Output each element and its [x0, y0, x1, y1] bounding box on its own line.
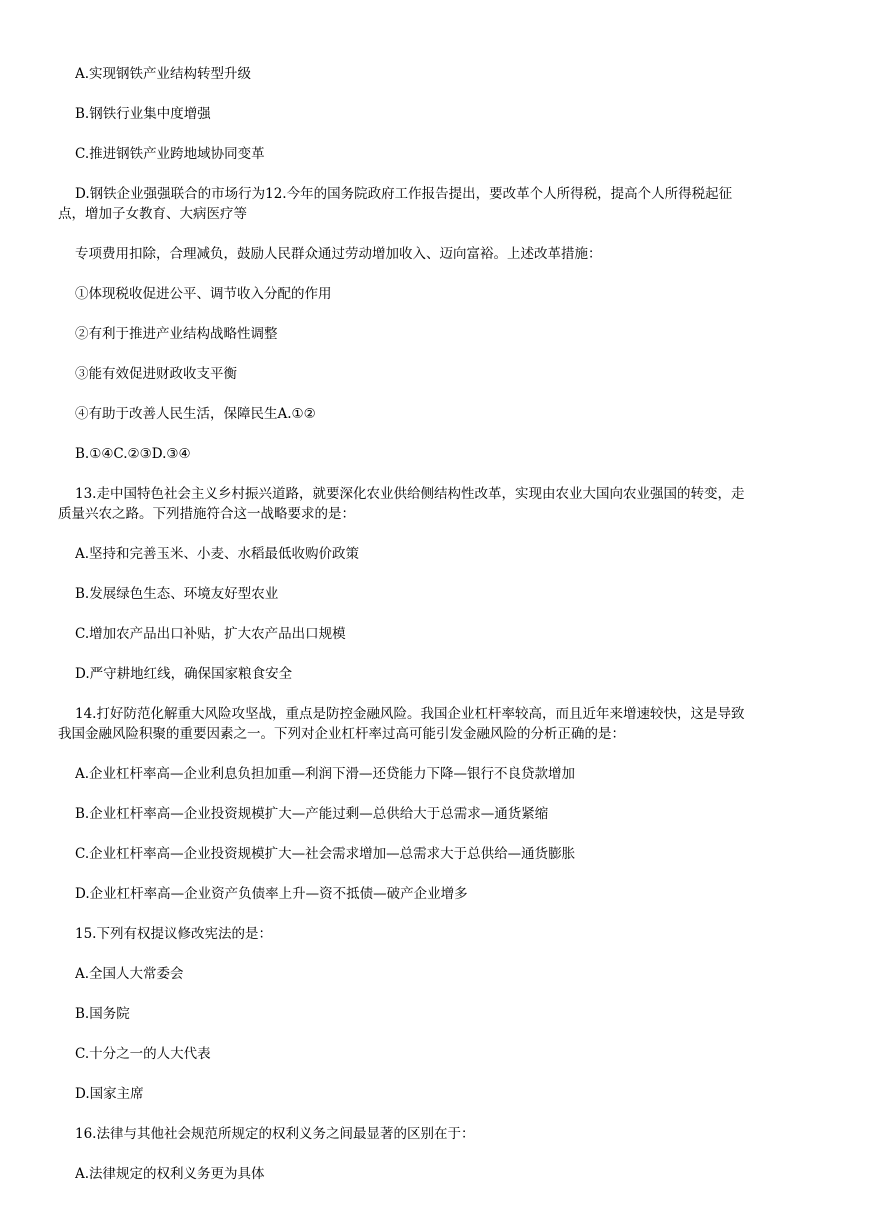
q13-option-a: A.坚持和完善玉米、小麦、水稻最低收购价政策	[75, 546, 360, 562]
option-b-steel-concentration: B.钢铁行业集中度增强	[75, 106, 211, 122]
statement-2: ②有利于推进产业结构战略性调整	[75, 326, 278, 342]
question-14: 14.打好防范化解重大风险攻坚战，重点是防控金融风险。我国企业杠杆率较高，而且近年来增速较快，这是导致	[75, 706, 745, 722]
q15-option-a: A.全国人大常委会	[75, 966, 184, 982]
statement-3: ③能有效促进财政收支平衡	[75, 366, 237, 382]
q15-option-d: D.国家主席	[75, 1086, 144, 1102]
q13-option-c: C.增加农产品出口补贴，扩大农产品出口规模	[75, 626, 346, 642]
question-16: 16.法律与其他社会规范所规定的权利义务之间最显著的区别在于：	[75, 1126, 475, 1142]
option-c-steel-cross-region: C.推进钢铁产业跨地域协同变革	[75, 146, 265, 162]
question-13-continuation: 质量兴农之路。下列措施符合这一战略要求的是：	[58, 506, 355, 522]
q14-option-d: D.企业杠杆率高—企业资产负债率上升—资不抵债—破产企业增多	[75, 886, 468, 902]
question-12-stem: 专项费用扣除，合理减负，鼓励人民群众通过劳动增加收入、迈向富裕。上述改革措施：	[75, 246, 602, 262]
q13-option-b: B.发展绿色生态、环境友好型农业	[75, 586, 279, 602]
q15-option-c: C.十分之一的人大代表	[75, 1046, 211, 1062]
question-14-continuation: 我国金融风险积聚的重要因素之一。下列对企业杠杆率过高可能引发金融风险的分析正确的是：	[58, 726, 625, 742]
q15-option-b: B.国务院	[75, 1006, 130, 1022]
option-a-steel-upgrade: A.实现钢铁产业结构转型升级	[75, 66, 252, 82]
question-13: 13.走中国特色社会主义乡村振兴道路，就要深化农业供给侧结构性改革，实现由农业大国向农业强国的转变，走	[75, 486, 745, 502]
statement-4-and-option-a: ④有助于改善人民生活，保障民生A.①②	[75, 406, 316, 422]
option-d-and-question-12: D.钢铁企业强强联合的市场行为12.今年的国务院政府工作报告提出，要改革个人所得税，提高个人所得税起征	[75, 186, 733, 202]
q14-option-c: C.企业杠杆率高—企业投资规模扩大—社会需求增加—总需求大于总供给—通货膨胀	[75, 846, 576, 862]
question-15: 15.下列有权提议修改宪法的是：	[75, 926, 272, 942]
question-12-continuation: 点，增加子女教育、大病医疗等	[58, 206, 247, 222]
q14-option-a: A.企业杠杆率高—企业利息负担加重—利润下滑—还贷能力下降—银行不良贷款增加	[75, 766, 576, 782]
options-b-c-d: B.①④C.②③D.③④	[75, 446, 191, 462]
statement-1: ①体现税收促进公平、调节收入分配的作用	[75, 286, 332, 302]
q14-option-b: B.企业杠杆率高—企业投资规模扩大—产能过剩—总供给大于总需求—通货紧缩	[75, 806, 549, 822]
q13-option-d: D.严守耕地红线，确保国家粮食安全	[75, 666, 293, 682]
q16-option-a: A.法律规定的权利义务更为具体	[75, 1166, 265, 1182]
